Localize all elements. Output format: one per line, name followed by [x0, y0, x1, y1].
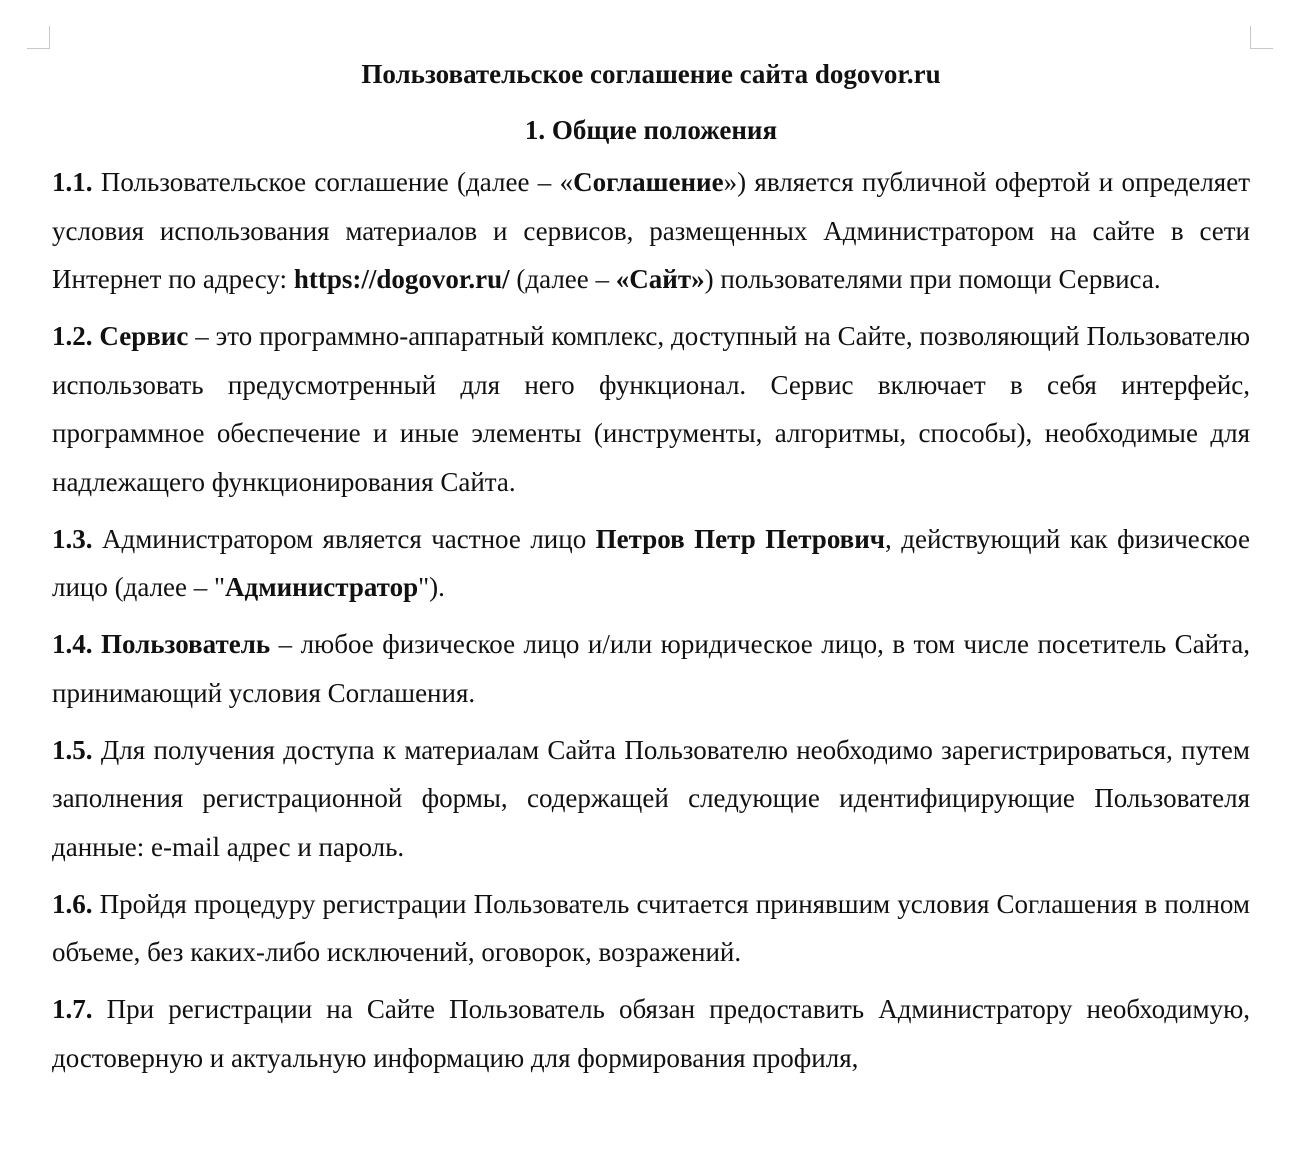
paragraph-number: 1.7. — [52, 994, 93, 1024]
term-bold: Пользователь — [92, 629, 271, 659]
paragraph-number: 1.3. — [52, 523, 93, 554]
paragraph-text: – это программно-аппаратный комплекс, доступный на Сайте, позволяющий Пользователю использовать предусмотренный для него функционал. Сервис включает в себя интерфейс, программное обеспечение и иные элементы (инструменты, алгоритмы, способы), необходимые для надлежащего функционирования Сайта. — [52, 321, 1250, 497]
paragraph-1-1 — [52, 158, 1250, 304]
paragraph-text: Для получения доступа к материалам Сайта Пользователю необходимо зарегистрироваться, путем заполнения регистрационной формы, содержащей следующие идентифицирующие Пользователя данные: e-mail адрес и пароль. — [52, 734, 1250, 862]
page-corner-mark-top-right — [1250, 26, 1273, 49]
paragraph-1-6 — [52, 880, 1250, 977]
administrator-name: Петров Петр Петрович — [595, 523, 886, 554]
paragraph-text: ) пользователями при помощи Сервиса. — [704, 264, 1161, 294]
term-bold: Администратор — [225, 572, 419, 602]
paragraph-text: – любое физическое лицо и/или юридическое лицо, в том числе посетитель Сайта, принимающий условия Соглашения. — [52, 629, 1250, 708]
term-bold: Сервис — [92, 321, 189, 351]
paragraph-number: 1.2. — [52, 321, 93, 351]
paragraph-number: 1.4. — [52, 629, 93, 659]
site-url: https://dogovor.ru/ — [293, 264, 510, 294]
document-body — [52, 48, 1250, 1091]
paragraph-text: ») является публичной офертой и определяет условия использования материалов и сервисов, размещенных Администратором на сайте в сети Интернет по адресу: — [52, 167, 1250, 294]
paragraph-number: 1.1. — [52, 167, 93, 197]
section-title: 1. Общие положения — [524, 115, 778, 145]
document-title: Пользовательское соглашение сайта dogovor.ru — [361, 59, 941, 89]
paragraph-number: 1.5. — [52, 734, 93, 765]
paragraph-text: (далее – — [509, 264, 616, 294]
paragraph-1-5 — [52, 726, 1250, 872]
paragraph-number: 1.6. — [52, 888, 93, 919]
paragraph-text: , действующий как физическое лицо (далее – " — [52, 523, 1250, 602]
paragraph-text: Администратором является частное лицо — [92, 523, 596, 554]
term-bold: «Сайт» — [615, 264, 705, 294]
paragraph-1-2 — [52, 312, 1250, 506]
paragraph-text: "). — [418, 572, 445, 602]
paragraph-text: Пройдя процедуру регистрации Пользователь считается принявшим условия Соглашения в полном объеме, без каких-либо исключений, оговорок, возражений. — [52, 888, 1250, 967]
paragraph-text: Пользовательское соглашение (далее – « — [92, 167, 574, 197]
term-bold: Соглашение — [573, 167, 724, 197]
paragraph-1-4 — [52, 620, 1250, 717]
paragraph-1-7 — [52, 985, 1250, 1082]
paragraph-1-3 — [52, 515, 1250, 612]
paragraph-text: При регистрации на Сайте Пользователь обязан предоставить Администратору необходимую, достоверную и актуальную информацию для формирования профиля, — [52, 994, 1250, 1073]
page-corner-mark-top-left — [27, 26, 50, 49]
